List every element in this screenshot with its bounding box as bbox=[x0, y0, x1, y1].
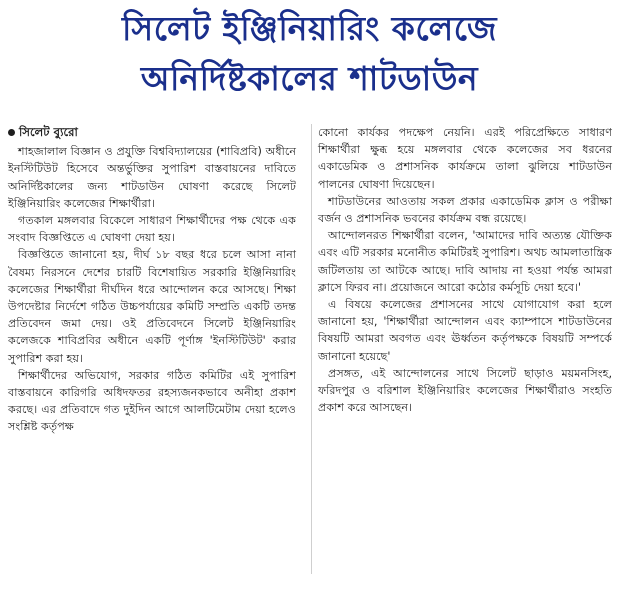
byline bbox=[8, 124, 296, 141]
paragraph: কোনো কার্যকর পদক্ষেপ নেয়নি। এরই পরিপ্রেক্ষিতে সাধারণ শিক্ষার্থীরা ক্ষুব্ধ হয়ে মঙ্গলবার থেকে কলেজের সব ধরনের একাডেমিক ও প্রশাসনিক কার্যক্রমে তালা ঝুলিয়ে শাটডাউন পালনের ঘোষণা দিয়েছেন। bbox=[318, 126, 612, 191]
bullet-icon bbox=[8, 129, 15, 136]
headline bbox=[0, 4, 619, 104]
paragraph: এ বিষয়ে কলেজের প্রশাসনের সাথে যোগাযোগ করা হলে জানানো হয়, 'শিক্ষার্থীরা আন্দোলন এবং ক্যাম্পাসে শাটডাউনের বিষয়টি আমরা অবগত এবং ঊর্ধ্বতন কর্তৃপক্ষকে বিষয়টি সম্পর্কে জানানো হয়েছে' bbox=[318, 298, 612, 363]
byline-text: সিলেট ব্যুরো bbox=[19, 125, 78, 139]
paragraph: গতকাল মঙ্গলবার বিকেলে সাধারণ শিক্ষার্থীদের পক্ষ থেকে এক সংবাদ বিজ্ঞপ্তিতে এ ঘোষণা দেয়া হয়। bbox=[8, 214, 296, 245]
paragraph: শাহজালাল বিজ্ঞান ও প্রযুক্তি বিশ্ববিদ্যালয়ের (শাবিপ্রবি) অধীনে ইনস্টিটিউট হিসেবে অন্তর্ভুক্তির সুপারিশ বাস্তবায়নের দাবিতে অনির্দিষ্টকালের জন্য শাটডাউন ঘোষণা করেছে সিলেট ইঞ্জিনিয়ারিং কলেজের শিক্ষার্থীরা। bbox=[8, 145, 296, 210]
article-column-left bbox=[8, 124, 296, 436]
paragraph: শিক্ষার্থীদের অভিযোগ, সরকার গঠিত কমিটির এই সুপারিশ বাস্তবায়নে কারিগরি অধিদফতর রহস্যজনকভাবে অনীহা প্রকাশ করছে। এর প্রতিবাদে গত দুইদিন আগে আলটিমেটাম দেয়া হলেও সংশ্লিষ্ট কর্তৃপক্ষ bbox=[8, 368, 296, 434]
article-column-right bbox=[318, 124, 612, 416]
paragraph: শাটডাউনের আওতায় সকল প্রকার একাডেমিক ক্লাস ও পরীক্ষা বর্জন ও প্রশাসনিক ভবনের কার্যক্রম বন্ধ রয়েছে। bbox=[318, 194, 612, 226]
paragraph: আন্দোলনরত শিক্ষার্থীরা বলেন, 'আমাদের দাবি অত্যন্ত যৌক্তিক এবং এটি সরকার মনোনীত কমিটিরই সুপারিশ। অথচ আমলাতান্ত্রিক জটিলতায় তা আটকে আছে। দাবি আদায় না হওয়া পর্যন্ত আমরা ক্লাসে ফিরব না। প্রয়োজনে আরো কঠোর কর্মসূচি দেয়া হবে।' bbox=[318, 229, 612, 294]
headline-line-2: অনির্দিষ্টকালের শাটডাউন bbox=[140, 59, 479, 98]
column-divider bbox=[311, 124, 312, 574]
paragraph: বিজ্ঞপ্তিতে জানানো হয়, দীর্ঘ ১৮ বছর ধরে চলে আসা নানা বৈষম্য নিরসনে দেশের চারটি বিশেষায়িত সরকারি ইঞ্জিনিয়ারিং কলেজের শিক্ষার্থীরা দীর্ঘদিন ধরে আন্দোলন করে আসছে। শিক্ষা উপদেষ্টার নির্দেশে গঠিত উচ্চপর্যায়ের কমিটি সম্প্রতি একটি তদন্ত প্রতিবেদন জমা দেয়। ওই প্রতিবেদনে সিলেট ইঞ্জিনিয়ারিং কলেজকে শাবিপ্রবির অধীনে একটি পূর্ণাঙ্গ 'ইনস্টিটিউট' করার সুপারিশ করা হয়। bbox=[8, 248, 296, 365]
headline-line-1: সিলেট ইঞ্জিনিয়ারিং কলেজে bbox=[121, 9, 497, 48]
paragraph: প্রসঙ্গত, এই আন্দোলনের সাথে সিলেট ছাড়াও ময়মনসিংহ, ফরিদপুর ও বরিশাল ইঞ্জিনিয়ারিং কলেজের শিক্ষার্থীরাও সংহতি প্রকাশ করে আসছেন। bbox=[318, 366, 612, 415]
